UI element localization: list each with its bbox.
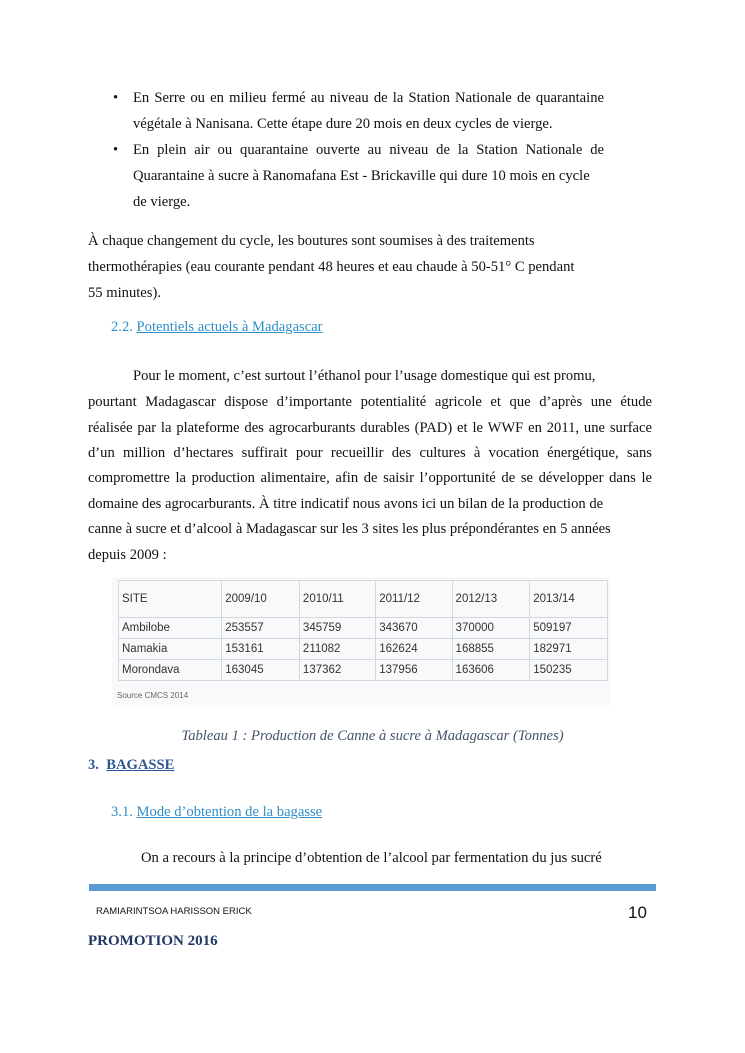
header-cell: 2009/10 [222, 581, 300, 618]
table-cell: Ambilobe [119, 618, 222, 639]
footer-divider [89, 884, 656, 891]
paragraph-line: 55 minutes). [88, 285, 161, 301]
bullet-2-line: En plein air ou quarantaine ouverte au niveau de la Station Nationale de [133, 142, 604, 158]
bullet-2-line: de vierge. [133, 194, 191, 210]
table-cell: 345759 [299, 618, 375, 639]
table-cell: 253557 [222, 618, 300, 639]
table-row [119, 660, 608, 681]
paragraph-line: À chaque changement du cycle, les boutures sont soumises à des traitements [88, 233, 535, 249]
page-number: 10 [628, 903, 647, 922]
table-cell: 150235 [530, 660, 608, 681]
section-heading-3 [88, 755, 174, 775]
section-heading-3-1 [111, 802, 322, 822]
section-number: 2.2. [111, 319, 133, 335]
table-cell: 211082 [299, 639, 375, 660]
section-number: 3. [88, 757, 99, 773]
footer-author: RAMIARINTSOA HARISSON ERICK [96, 906, 252, 917]
bullet-1-line: végétale à Nanisana. Cette étape dure 20 mois en deux cycles de vierge. [133, 116, 553, 132]
paragraph-line: Pour le moment, c’est surtout l’éthanol pour l’usage domestique qui est promu, [133, 368, 596, 384]
section-number: 3.1. [111, 804, 133, 820]
table-row [119, 639, 608, 660]
table-cell: 163045 [222, 660, 300, 681]
header-cell: 2013/14 [530, 581, 608, 618]
paragraph-line: domaine des agrocarburants. À titre indicatif nous avons ici un bilan de la production de [88, 496, 604, 512]
table-cell: 343670 [376, 618, 452, 639]
paragraph-line: pourtant Madagascar dispose d’importante potentialité agricole et que d’après une étude [88, 394, 652, 410]
section-title-link[interactable]: Mode d’obtention de la bagasse [136, 804, 323, 820]
footer-promotion: PROMOTION 2016 [88, 933, 218, 949]
table-cell: 509197 [530, 618, 608, 639]
header-cell: 2011/12 [376, 581, 452, 618]
bullet-1-line: En Serre ou en milieu fermé au niveau de la Station Nationale de quarantaine [133, 90, 604, 106]
paragraph-line: On a recours à la principe d’obtention de l’alcool par fermentation du jus sucré [141, 850, 602, 866]
bullet-symbol: • [113, 90, 119, 106]
table-cell: 168855 [452, 639, 530, 660]
bullet-symbol: • [113, 142, 119, 158]
table-cell: 182971 [530, 639, 608, 660]
table-cell: 137956 [376, 660, 452, 681]
table-header-row [119, 581, 608, 618]
section-title-link[interactable]: Potentiels actuels à Madagascar [136, 319, 323, 335]
header-cell: 2012/13 [452, 581, 530, 618]
table-cell: 370000 [452, 618, 530, 639]
table-row [119, 618, 608, 639]
paragraph-line: compromettre la production alimentaire, afin de saisir l’opportunité de se développer dans le [88, 470, 652, 486]
table-cell: 153161 [222, 639, 300, 660]
section-heading-2-2 [111, 317, 323, 337]
table-caption: Tableau 1 : Production de Canne à sucre à Madagascar (Tonnes) [181, 728, 564, 744]
paragraph-line: d’un million d’hectares suffirait pour recueillir des cultures à vocation énergétique, sans [88, 445, 652, 461]
paragraph-line: thermothérapies (eau courante pendant 48 heures et eau chaude à 50-51° C pendant [88, 259, 575, 275]
section-title-link[interactable]: BAGASSE [106, 757, 175, 773]
table-cell: Morondava [119, 660, 222, 681]
paragraph-line: réalisée par la plateforme des agrocarburants durables (PAD) et le WWF en 2011, une surface [88, 420, 652, 436]
paragraph-line: depuis 2009 : [88, 547, 167, 563]
table-cell: 137362 [299, 660, 375, 681]
table-cell: 162624 [376, 639, 452, 660]
table-cell: Namakia [119, 639, 222, 660]
table-cell: 163606 [452, 660, 530, 681]
header-cell: SITE [119, 581, 222, 618]
header-cell: 2010/11 [299, 581, 375, 618]
paragraph-line: canne à sucre et d’alcool à Madagascar sur les 3 sites les plus prépondérantes en 5 années [88, 521, 611, 537]
bullet-2-line: Quarantaine à sucre à Ranomafana Est - Brickaville qui dure 10 mois en cycle [133, 168, 590, 184]
table-source: Source CMCS 2014 [117, 691, 189, 700]
production-table [118, 580, 608, 681]
production-table-image [112, 577, 611, 705]
